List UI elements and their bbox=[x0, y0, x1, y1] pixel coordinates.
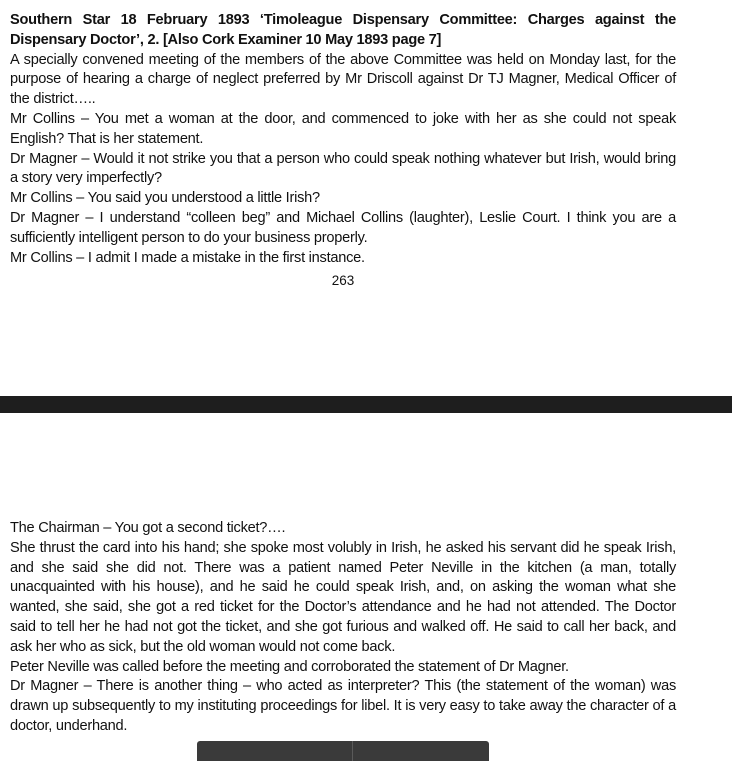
paragraph: Dr Magner – I understand “colleen beg” and Michael Collins (laughter), Leslie Court. I think you are a sufficiently intelligent person to do your business properly. bbox=[10, 209, 676, 246]
paragraph: Dr Magner – Would it not strike you that a person who could speak nothing whatever but Irish, would bring a story very imperfectly? bbox=[10, 150, 676, 187]
paragraph: Mr Collins – You said you understood a little Irish? bbox=[10, 190, 320, 207]
page-number: 263 bbox=[331, 273, 355, 288]
toolbar-right-segment[interactable] bbox=[353, 741, 489, 761]
paragraph: The Chairman – You got a second ticket?…. bbox=[10, 520, 286, 536]
page-separator bbox=[0, 396, 732, 413]
citation-heading: Southern Star 18 February 1893 ‘Timoleague Dispensary Committee: Charges against the Dispensary Doctor’, 2. [Also Cork Examiner 10 May 1893 page 7] bbox=[10, 12, 676, 48]
paragraph: Dr Magner – There is another thing – who acted as interpreter? This (the statement of the woman) was drawn up subsequently to my instituting proceedings for libel. It is very easy to take away the character of a doctor, underhand. bbox=[10, 678, 676, 734]
page-text bbox=[10, 11, 676, 268]
page-text bbox=[10, 519, 676, 737]
paragraph: Peter Neville was called before the meeting and corroborated the statement of Dr Magner. bbox=[10, 658, 569, 675]
toolbar-left-segment[interactable] bbox=[197, 741, 353, 761]
paragraph: Mr Collins – You met a woman at the door, and commenced to joke with her as she could not speak English? That is her statement. bbox=[10, 110, 676, 147]
paragraph: A specially convened meeting of the members of the above Committee was held on Monday last, for the purpose of hearing a charge of neglect preferred by Mr Driscoll against Dr TJ Magner, Medical Officer of the district….. bbox=[10, 51, 676, 108]
document-page-next bbox=[0, 413, 732, 753]
paragraph: Mr Collins – I admit I made a mistake in the first instance. bbox=[10, 249, 365, 266]
viewer-toolbar[interactable] bbox=[197, 741, 489, 761]
paragraph: She thrust the card into his hand; she spoke most volubly in Irish, he asked his servant did he speak Irish, and she said she did not. There was a patient named Peter Neville in the kitchen (a man, totally unacquainted with his house), and he said he could speak Irish, and, on asking the woman what she wanted, she said, she got a red ticket for the Doctor’s attendance and he had not attended. The Doctor said to tell her he had not got the ticket, and she got furious and walked off. He said to call her back, and ask her who as sick, but the old woman would not come back. bbox=[10, 539, 676, 655]
